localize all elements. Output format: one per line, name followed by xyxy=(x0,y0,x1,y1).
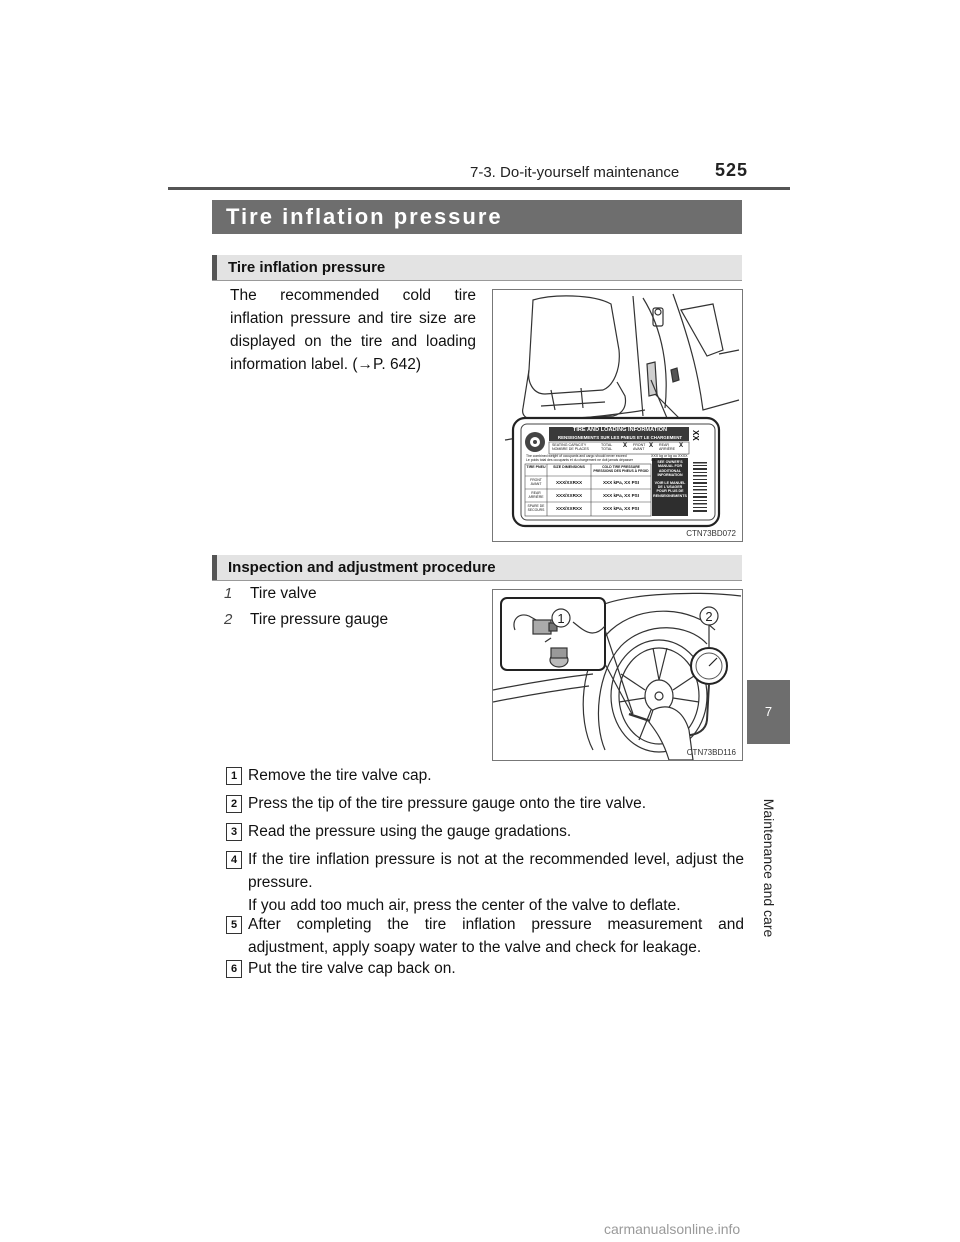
label-rear-value: X xyxy=(679,443,684,449)
step-text: Remove the tire valve cap. xyxy=(248,767,432,784)
step-number: 2 xyxy=(226,795,242,813)
step-3 xyxy=(226,820,744,843)
label-row-tire: REAR ARRIÈRE xyxy=(528,491,544,500)
label-row-tire: SPARE DE SECOURS xyxy=(527,504,545,513)
label-total-value: X xyxy=(623,443,628,449)
svg-text:1: 1 xyxy=(557,611,565,626)
subsection-title-inspection xyxy=(212,555,742,581)
label-xx: XX xyxy=(691,430,700,441)
section-title: Tire inflation pressure xyxy=(212,200,742,234)
label-total-fr: TOTAL xyxy=(601,447,613,452)
subsection-title-text: Inspection and adjustment procedure xyxy=(228,559,496,576)
step-number: 5 xyxy=(226,916,242,934)
chapter-header: 7-3. Do-it-yourself maintenance xyxy=(470,164,680,181)
label-kg-value: XXX xyxy=(651,454,659,458)
page-number: 525 xyxy=(715,160,749,180)
subsection-title-tire-inflation xyxy=(212,255,742,281)
header-rule xyxy=(168,187,790,190)
label-rear-en: REAR xyxy=(659,443,669,447)
label-row-pressure: XXX kPa, XX PSI xyxy=(602,493,639,498)
subsection-title-text: Tire inflation pressure xyxy=(228,259,386,276)
label-rear-fr: ARRIÈRE xyxy=(659,447,675,452)
svg-text:2: 2 xyxy=(705,609,713,624)
chapter-tab: 7 xyxy=(747,680,790,744)
callout-tire-valve xyxy=(224,585,317,603)
step-4 xyxy=(226,848,744,917)
step-text: Put the tire valve cap back on. xyxy=(248,960,456,977)
step-2 xyxy=(226,792,744,815)
label-front-value: X xyxy=(649,443,654,449)
callout-label: Tire valve xyxy=(250,585,317,602)
step-number: 6 xyxy=(226,960,242,978)
tire-gauge-figure xyxy=(492,589,743,761)
intro-paragraph: The recommended cold tire inflation pressure and tire size are displayed on the tire and loading information label. (→P. 642) xyxy=(230,287,476,373)
label-col-pressure: COLD TIRE PRESSURE PRESSIONS DES PNEUS À FROID xyxy=(593,465,649,474)
label-col-size: SIZE DIMENSIONS xyxy=(553,465,585,469)
label-row-size: XXX/XXRXX xyxy=(555,480,583,485)
label-row-pressure: XXX kPa, XX PSI xyxy=(602,480,639,485)
label-row-pressure: XXX kPa, XX PSI xyxy=(602,506,639,511)
label-total-en: TOTAL xyxy=(601,443,613,447)
step-number: 3 xyxy=(226,823,242,841)
subsection-marker xyxy=(212,255,217,280)
callout-number: 1 xyxy=(224,585,233,602)
label-title-fr: RENSEIGNEMENTS SUR LES PNEUS ET LE CHARGEMENT xyxy=(557,435,683,440)
label-seating-row xyxy=(551,442,689,454)
step-note: If you add too much air, press the center of the valve to deflate. xyxy=(248,897,681,914)
label-seating-en: SEATING CAPACITY xyxy=(552,443,587,447)
label-lbs-unit: lbs. lb. xyxy=(651,458,662,463)
watermark: carmanualsonline.info xyxy=(604,1221,741,1237)
callout-label: Tire pressure gauge xyxy=(250,611,389,628)
figure-code-2: CTN73BD116 xyxy=(686,748,736,757)
step-text: After completing the tire inflation pressure measurement and adjustment, apply soapy water to the valve and check for leakage. xyxy=(248,916,744,956)
step-text: Read the pressure using the gauge gradations. xyxy=(248,823,572,840)
step-text: Press the tip of the tire pressure gauge onto the tire valve. xyxy=(248,795,647,812)
label-side-fr: VOIR LE MANUEL DE L'USAGER POUR PLUS DE RENSEIGNEMENTS xyxy=(653,480,687,498)
label-row-size: XXX/XXRXX xyxy=(555,506,583,511)
label-kg-unit: kg or kg ou xyxy=(659,454,677,458)
label-front-fr: AVANT xyxy=(633,447,645,452)
label-seating-fr: NOMBRE DE PLACES xyxy=(552,447,589,452)
step-1 xyxy=(226,764,744,787)
label-combined-en: The combined weight of occupants and cargo should never exceed xyxy=(526,454,627,458)
label-front-en: FRONT xyxy=(633,443,646,447)
label-combined-fr: Le poids total des occupants et du chargement ne doit jamais dépasser xyxy=(526,458,634,463)
step-5 xyxy=(226,913,744,959)
tire-label-figure xyxy=(492,289,743,542)
label-lbs-value: XXXX xyxy=(677,454,688,458)
label-side-en: SEE OWNER'S MANUAL FOR ADDITIONAL INFORMATION xyxy=(657,460,683,478)
label-col-tire: TIRE PNEU xyxy=(526,465,546,469)
label-row-tire: FRONT AVANT xyxy=(530,478,542,487)
step-6 xyxy=(226,957,744,980)
step-number: 4 xyxy=(226,851,242,869)
label-side-info xyxy=(653,460,687,498)
step-number: 1 xyxy=(226,767,242,785)
callout-number: 2 xyxy=(224,611,233,628)
label-title-en: TIRE AND LOADING INFORMATION xyxy=(572,427,668,433)
label-combined-weight xyxy=(526,454,650,462)
tire-gauge-illustration xyxy=(493,590,742,760)
label-row-size: XXX/XXRXX xyxy=(555,493,583,498)
figure-code-1: CTN73BD072 xyxy=(686,529,736,538)
step-text: If the tire inflation pressure is not at the recommended level, adjust the pressure. xyxy=(248,851,744,891)
chapter-side-label: Maintenance and care xyxy=(761,798,777,938)
subsection-marker xyxy=(212,555,217,580)
callout-pressure-gauge xyxy=(224,611,388,629)
label-title xyxy=(550,427,690,441)
